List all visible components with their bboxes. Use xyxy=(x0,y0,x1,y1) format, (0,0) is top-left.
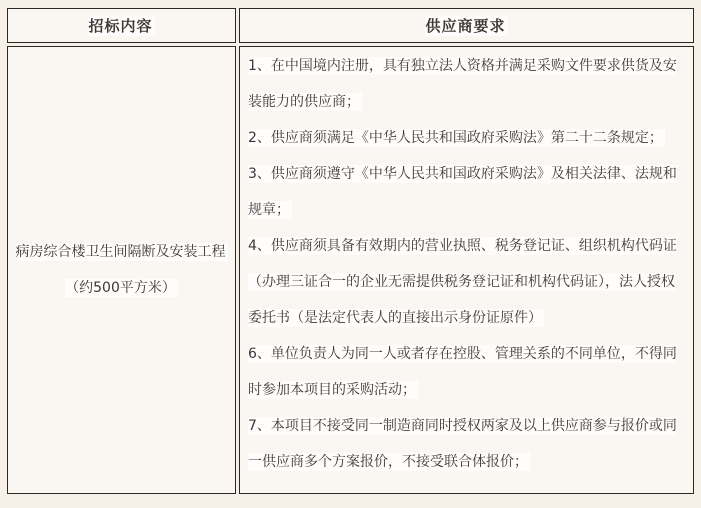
tender-project-name: 病房综合楼卫生间隔断及安装工程 xyxy=(15,244,226,260)
tender-table-body xyxy=(7,46,694,494)
requirement-item-7-text: 7、本项目不接受同一制造商同时授权两家及以上供应商参与报价或同一供应商多个方案报价，不接受联合体报价； xyxy=(248,418,677,470)
header-label-tender-content: 招标内容 xyxy=(88,17,153,35)
requirement-item-4 xyxy=(248,228,685,336)
header-cell-supplier-requirements xyxy=(239,8,694,43)
requirement-item-4-text: 4、供应商须具备有效期内的营业执照、税务登记证、组织机构代码证（办理三证合一的企业无需提供税务登记证和机构代码证），法人授权委托书（是法定代表人的直接出示身份证原件） xyxy=(248,238,677,326)
requirement-item-2-text: 2、供应商须满足《中华人民共和国政府采购法》第二十二条规定； xyxy=(248,130,663,146)
tender-table xyxy=(4,5,697,497)
requirement-item-3 xyxy=(248,156,685,228)
requirement-item-6-text: 6、单位负责人为同一人或者存在控股、管理关系的不同单位，不得同时参加本项目的采购活动； xyxy=(248,346,677,398)
tender-table-header xyxy=(7,8,694,43)
requirement-item-1 xyxy=(248,48,685,120)
requirement-item-3-text: 3、供应商须遵守《中华人民共和国政府采购法》及相关法律、法规和规章； xyxy=(248,166,677,218)
supplier-requirements-cell xyxy=(239,46,694,494)
tender-project-area-line xyxy=(15,270,228,306)
content-row xyxy=(7,46,694,494)
requirement-item-1-text: 1、在中国境内注册，具有独立法人资格并满足采购文件要求供货及安装能力的供应商； xyxy=(248,58,677,110)
header-label-supplier-requirements: 供应商要求 xyxy=(425,17,506,35)
tender-content-cell xyxy=(7,46,236,494)
header-row xyxy=(7,8,694,43)
requirement-item-6 xyxy=(248,336,685,408)
page xyxy=(0,5,701,508)
requirement-item-7 xyxy=(248,408,685,480)
tender-project-area: （约500平方米） xyxy=(65,280,176,296)
header-cell-tender-content xyxy=(7,8,236,43)
requirement-item-2 xyxy=(248,120,685,156)
tender-project-name-line xyxy=(15,234,228,270)
